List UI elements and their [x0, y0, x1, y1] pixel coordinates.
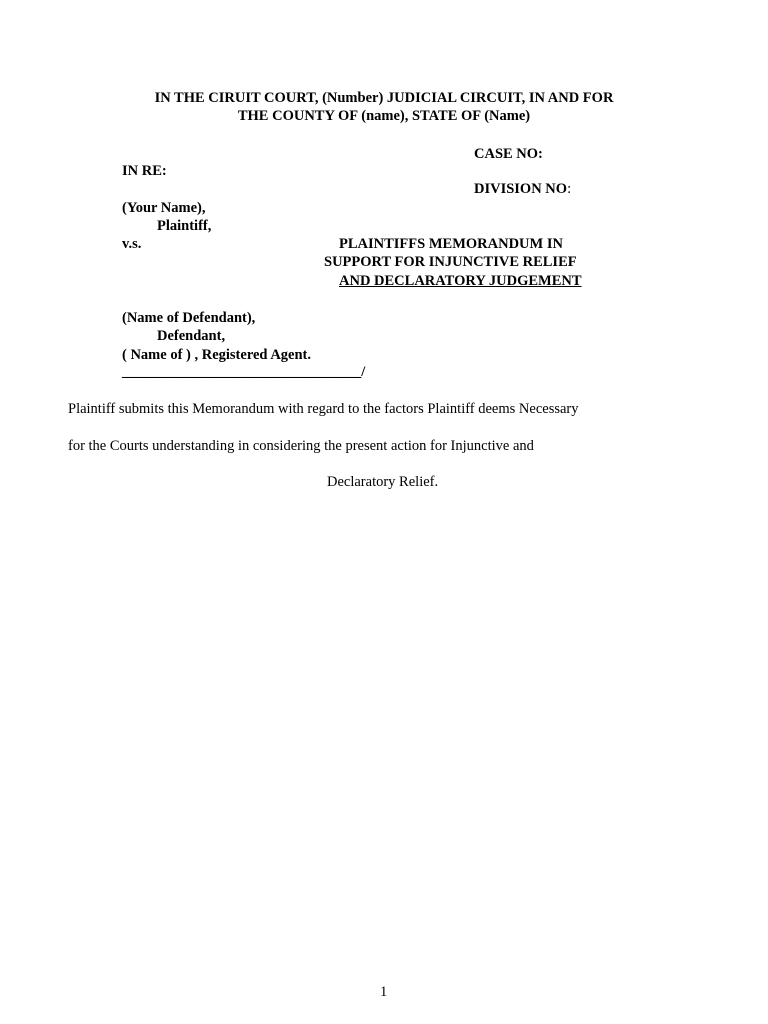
defendant-label: Defendant, [157, 328, 226, 344]
court-heading-line-2: THE COUNTY OF (name), STATE OF (Name) [237, 108, 531, 124]
division-no-label: DIVISION NO [474, 181, 568, 197]
defendant-name: (Name of Defendant), [122, 310, 256, 326]
signature-line: _________________________________/ [122, 364, 366, 380]
in-re-label: IN RE: [122, 163, 167, 179]
division-no [474, 180, 571, 198]
document-title-line-2: SUPPORT FOR INJUNCTIVE RELIEF [324, 254, 577, 270]
plaintiff-name: (Your Name), [122, 200, 206, 216]
versus-label: v.s. [122, 236, 142, 252]
case-no-label: CASE NO: [474, 146, 543, 162]
body-line-3: Declaratory Relief. [327, 474, 439, 490]
registered-agent: ( Name of ) , Registered Agent. [122, 347, 311, 363]
court-heading-line-1: IN THE CIRUIT COURT, (Number) JUDICIAL CIRCUIT, IN AND FOR [154, 90, 614, 106]
body-line-1: Plaintiff submits this Memorandum with regard to the factors Plaintiff deems Necessary [68, 401, 579, 417]
plaintiff-label: Plaintiff, [157, 218, 212, 234]
document-title-line-1: PLAINTIFFS MEMORANDUM IN [339, 236, 563, 252]
division-no-colon: : [567, 181, 572, 197]
document-title-line-3: AND DECLARATORY JUDGEMENT [339, 273, 582, 289]
body-line-2: for the Courts understanding in considering the present action for Injunctive and [68, 438, 534, 454]
page-number: 1 [380, 984, 388, 1000]
